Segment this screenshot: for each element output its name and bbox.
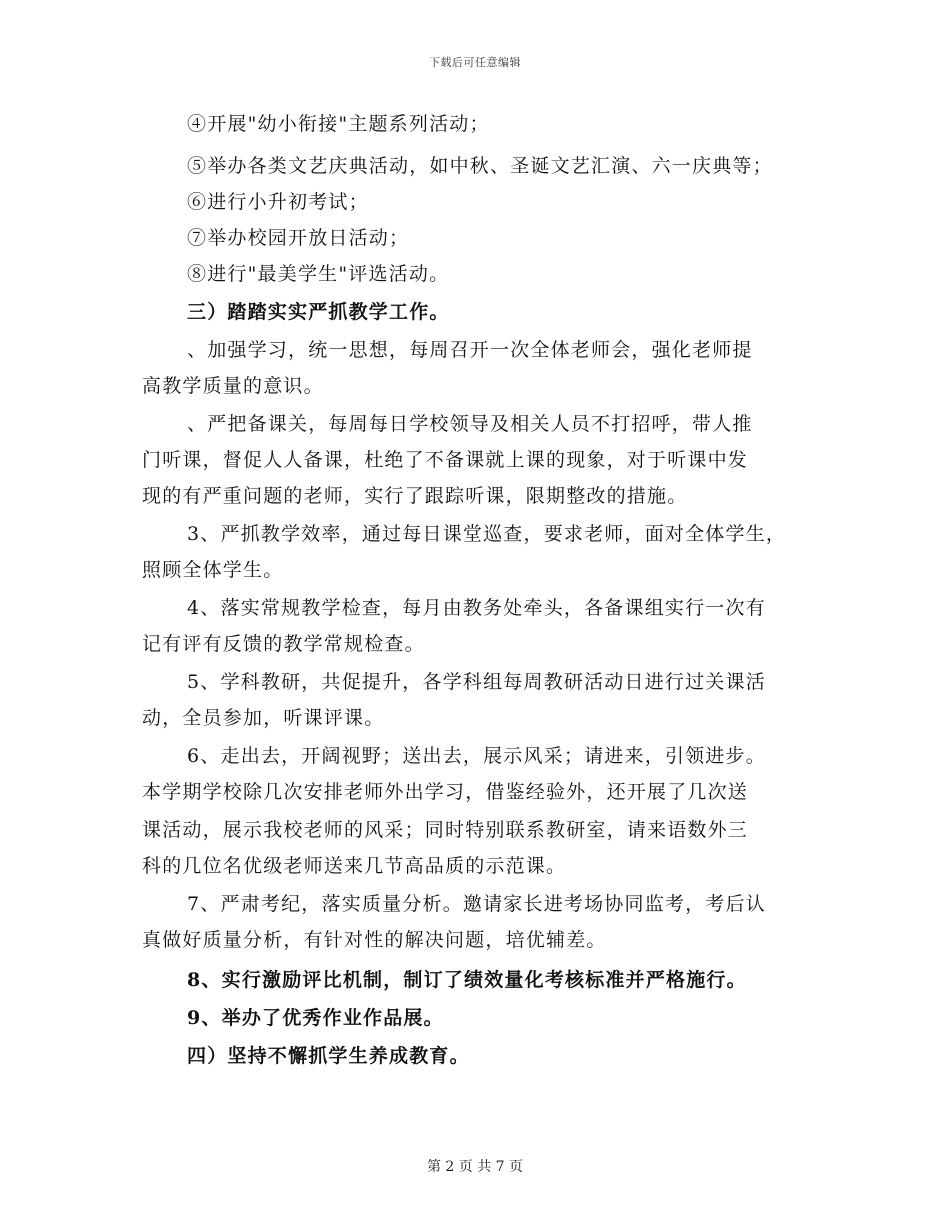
paragraph-6-line-4: 科的几位名优级老师送来几节高品质的示范课。 [142,855,567,877]
list-item-7: ⑦举办校园开放日活动； [187,227,410,249]
paragraph-6-line-2: 本学期学校除几次安排老师外出学习，借鉴经验外，还开展了几次送 [142,781,749,803]
paragraph-2-line-1: 、严把备课关，每周每日学校领导及相关人员不打招呼，带人推 [187,413,753,435]
paragraph-9: 9、举办了优秀作业作品展。 [187,1007,444,1029]
page-header: 下载后可任意编辑 [429,56,521,69]
paragraph-6-line-3: 课活动，展示我校老师的风采；同时特别联系教研室，请来语数外三 [142,819,749,841]
page-footer: 第 2 页 共 7 页 [426,1159,524,1175]
list-item-5: ⑤举办各类文艺庆典活动，如中秋、圣诞文艺汇演、六一庆典等； [187,155,773,177]
list-item-6: ⑥进行小升初考试； [187,191,369,213]
paragraph-3-line-1: 3、严抓教学效率，通过每日课堂巡查，要求老师，面对全体学生， [187,523,787,545]
paragraph-3-line-2: 照顾全体学生。 [142,559,284,581]
paragraph-7-line-1: 7、严肃考纪，落实质量分析。邀请家长进考场协同监考，考后认 [187,893,766,915]
paragraph-5-line-2: 动，全员参加，听课评课。 [142,707,385,729]
paragraph-1-line-2: 高教学质量的意识。 [142,375,324,397]
paragraph-7-line-2: 真做好质量分析，有针对性的解决问题，培优辅差。 [142,929,607,951]
list-item-4: ④开展"幼小衔接"主题系列活动； [187,113,490,135]
section-heading-4: 四）坚持不懈抓学生养成教育。 [187,1045,470,1067]
paragraph-6-line-1: 6、走出去，开阔视野；送出去，展示风采；请进来，引领进步。 [187,745,766,767]
paragraph-4-line-1: 4、落实常规教学检查，每月由教务处牵头，各备课组实行一次有 [187,597,766,619]
paragraph-2-line-3: 现的有严重问题的老师，实行了跟踪听课，限期整改的措施。 [142,485,688,507]
list-item-8: ⑧进行"最美学生"评选活动。 [187,263,450,285]
section-heading-3: 三）踏踏实实严抓教学工作。 [187,301,450,323]
paragraph-2-line-2: 门听课，督促人人备课，杜绝了不备课就上课的现象，对于听课中发 [142,449,749,471]
paragraph-8: 8、实行激励评比机制，制订了绩效量化考核标准并严格施行。 [187,969,747,991]
paragraph-4-line-2: 记有评有反馈的教学常规检查。 [142,633,425,655]
paragraph-1-line-1: 、加强学习，统一思想，每周召开一次全体老师会，强化老师提 [187,339,753,361]
paragraph-5-line-1: 5、学科教研，共促提升，各学科组每周教研活动日进行过关课活 [187,671,766,693]
